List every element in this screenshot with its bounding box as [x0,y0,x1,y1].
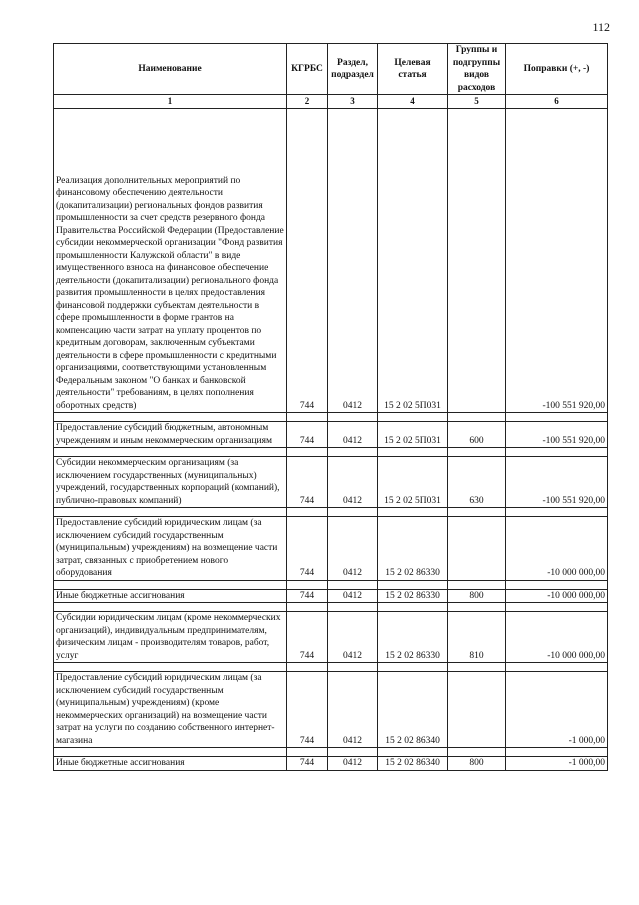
row-name: Предоставление субсидий юридическим лицам (за исключением субсидий государственным (муниципальным) учреждениям) (кроме некоммерческих организаций) на возмещение части затрат на услуги по созданию собственного интернет-магазина [54,672,287,748]
header-target: Целевая статья [378,44,448,95]
row-spacer [54,748,608,757]
row-group: 800 [448,757,506,771]
header-amendment: Поправки (+, -) [506,44,608,95]
row-target: 15 2 02 86330 [378,612,448,663]
row-section: 0412 [328,457,378,508]
row-kgrbs: 744 [287,517,328,581]
row-amount: -100 551 920,00 [506,457,608,508]
row-name: Предоставление субсидий бюджетным, автономным учреждениям и иным некоммерческим организациям [54,422,287,448]
column-number: 6 [506,95,608,109]
table-row [54,612,608,663]
row-section: 0412 [328,108,378,413]
header-name: Наименование [54,44,287,95]
row-section: 0412 [328,589,378,603]
row-target: 15 2 02 5П031 [378,457,448,508]
row-name: Реализация дополнительных мероприятий по финансовому обеспечению деятельности (докапитализации) региональных фондов развития промышленности за счет средств резервного фонда Правительства Российской Федерации (Предоставление субсидии некоммерческой организации "Фонд развития промышленности Калужской области" в виде имущественного взноса на финансовое обеспечение деятельности (докапитализации) регионального фонда развития промышленности в целях предоставления финансовой поддержки субъектам деятельности в сфере промышленности в форме грантов на компенсацию части затрат на уплату процентов по кредитным договорам, заключенным субъектами деятельности в сфере промышленности с кредитными организациями, соответствующими установленным Федеральным законом "О банках и банковской деятельности" требованиям, в целях пополнения оборотных средств) [54,108,287,413]
row-name: Субсидии юридическим лицам (кроме некоммерческих организаций), индивидуальным предпринимателям, физическим лицам - производителям товаров, работ, услуг [54,612,287,663]
table-row [54,589,608,603]
row-spacer [54,413,608,422]
row-target: 15 2 02 86330 [378,517,448,581]
header-section: Раздел, подраздел [328,44,378,95]
row-group: 810 [448,612,506,663]
table-row [54,672,608,748]
table-row [54,757,608,771]
row-amount: -1 000,00 [506,757,608,771]
row-amount: -100 551 920,00 [506,422,608,448]
row-kgrbs: 744 [287,457,328,508]
budget-table [53,43,608,771]
row-target: 15 2 02 86340 [378,757,448,771]
row-kgrbs: 744 [287,612,328,663]
row-group [448,517,506,581]
row-section: 0412 [328,612,378,663]
row-target: 15 2 02 86330 [378,589,448,603]
row-amount: -10 000 000,00 [506,517,608,581]
row-spacer [54,508,608,517]
table-row [54,108,608,413]
table-row [54,457,608,508]
column-number: 4 [378,95,448,109]
column-number: 2 [287,95,328,109]
column-number: 3 [328,95,378,109]
table-body [54,108,608,770]
row-section: 0412 [328,757,378,771]
row-section: 0412 [328,517,378,581]
row-amount: -1 000,00 [506,672,608,748]
row-group [448,108,506,413]
row-name: Предоставление субсидий юридическим лицам (за исключением субсидий государственным (муниципальным) учреждениям) на возмещение части затрат, связанных с приобретением нового оборудования [54,517,287,581]
column-number: 1 [54,95,287,109]
row-amount: -10 000 000,00 [506,612,608,663]
page-number: 112 [592,20,610,34]
row-amount: -100 551 920,00 [506,108,608,413]
row-name: Иные бюджетные ассигнования [54,589,287,603]
header-group: Группы и подгруппы видов расходов [448,44,506,95]
header-row [54,44,608,95]
column-number-row [54,95,608,109]
row-spacer [54,663,608,672]
row-group: 600 [448,422,506,448]
row-spacer [54,580,608,589]
row-target: 15 2 02 5П031 [378,108,448,413]
row-target: 15 2 02 86340 [378,672,448,748]
row-section: 0412 [328,422,378,448]
header-kgrbs: КГРБС [287,44,328,95]
row-kgrbs: 744 [287,672,328,748]
row-group [448,672,506,748]
row-kgrbs: 744 [287,108,328,413]
row-spacer [54,603,608,612]
row-section: 0412 [328,672,378,748]
table-row [54,422,608,448]
row-name: Иные бюджетные ассигнования [54,757,287,771]
table-row [54,517,608,581]
row-group: 800 [448,589,506,603]
row-kgrbs: 744 [287,422,328,448]
row-kgrbs: 744 [287,757,328,771]
row-amount: -10 000 000,00 [506,589,608,603]
row-kgrbs: 744 [287,589,328,603]
row-target: 15 2 02 5П031 [378,422,448,448]
column-number: 5 [448,95,506,109]
row-group: 630 [448,457,506,508]
row-spacer [54,448,608,457]
row-name: Субсидии некоммерческим организациям (за исключением государственных (муниципальных) учреждений, государственных корпораций (компаний), публично-правовых компаний) [54,457,287,508]
